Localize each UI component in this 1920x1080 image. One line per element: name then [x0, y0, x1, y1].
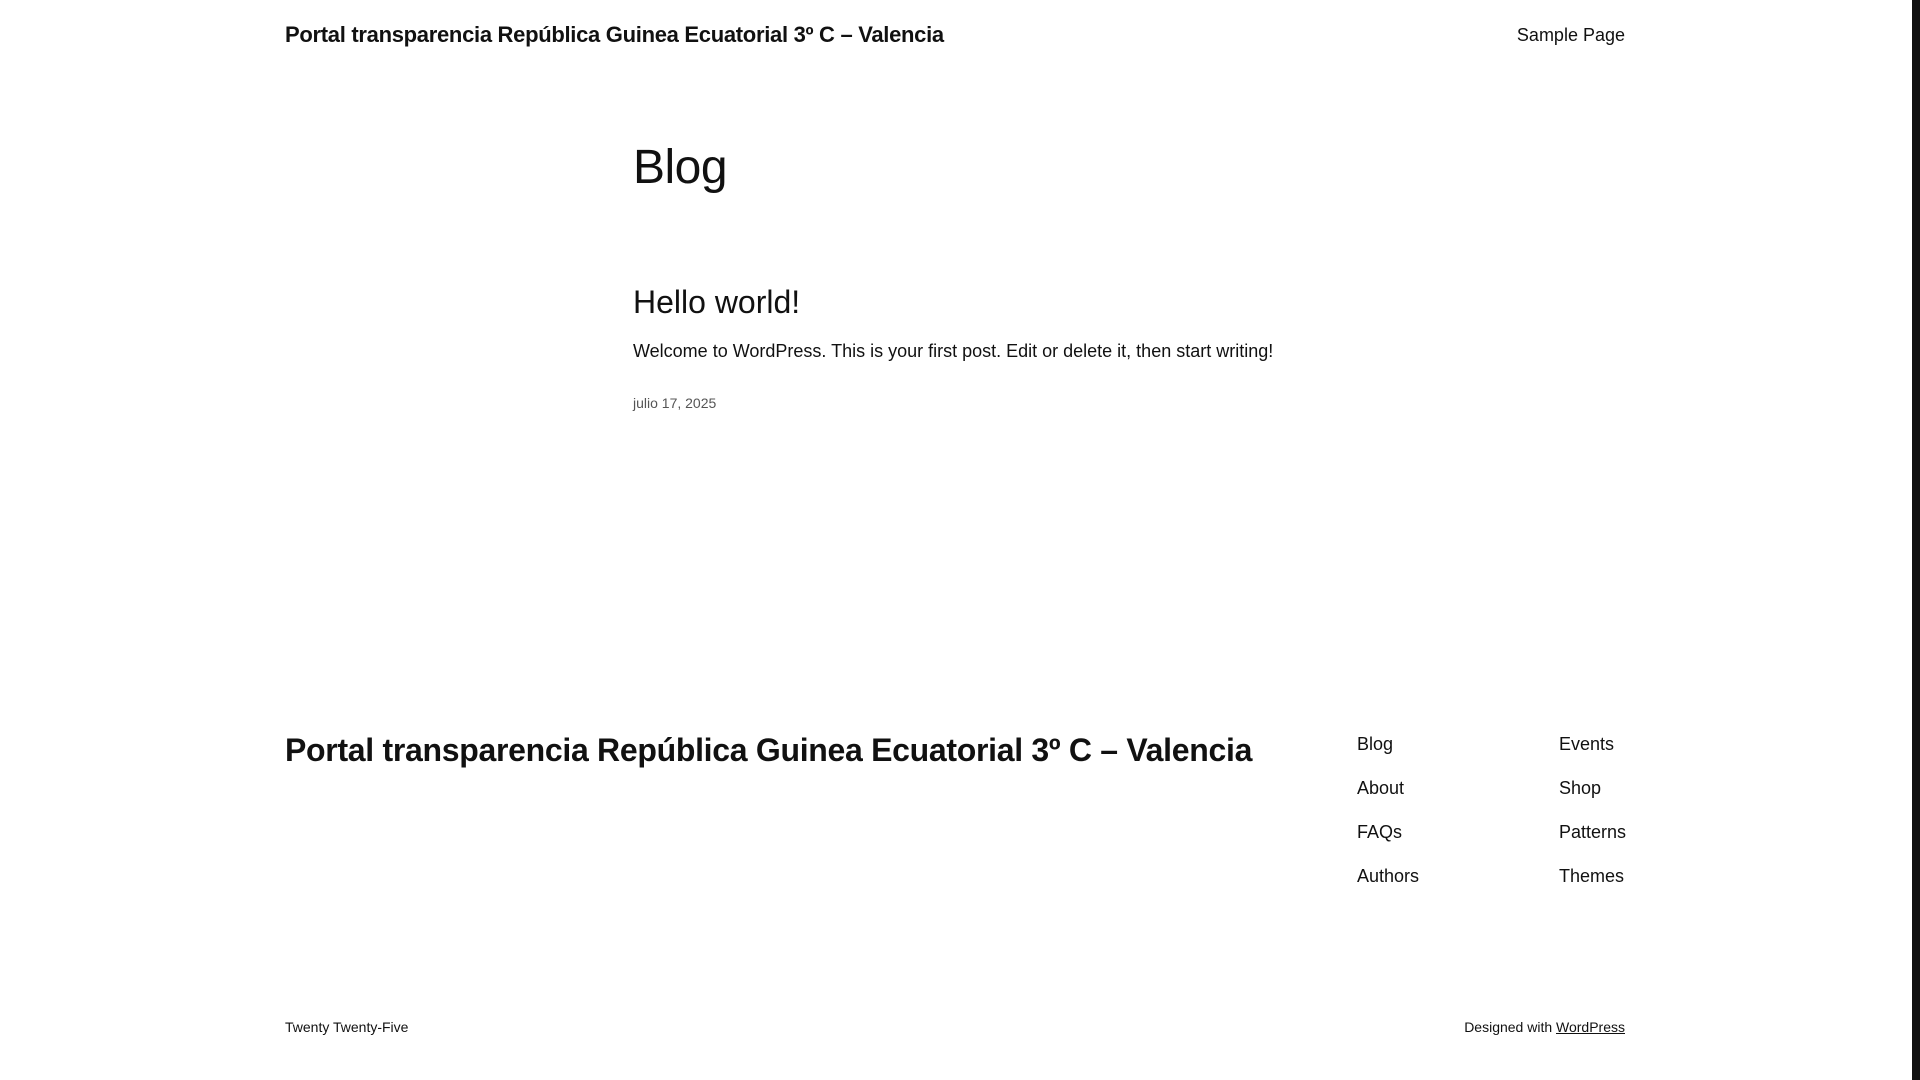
theme-credit: Twenty Twenty-Five: [285, 1019, 409, 1035]
footer-nav-about[interactable]: About: [1357, 778, 1405, 798]
footer-nav-column-2: [1559, 733, 1626, 909]
designed-with-text: Designed with: [1464, 1019, 1553, 1035]
post-excerpt: Welcome to WordPress. This is your first post. Edit or delete it, then start writing!: [633, 341, 1274, 361]
footer-site-title-link[interactable]: Portal transparencia República Guinea Ecuatorial 3º C – Valencia: [285, 732, 1253, 768]
footer-nav-themes[interactable]: Themes: [1559, 866, 1625, 886]
post-title-link[interactable]: Hello world!: [633, 284, 801, 320]
footer-nav-column-1: [1357, 733, 1419, 909]
nav-item-sample-page[interactable]: Sample Page: [1516, 25, 1625, 45]
wordpress-link[interactable]: WordPress: [1556, 1019, 1625, 1035]
header-nav: [1517, 25, 1625, 46]
footer-nav-faqs[interactable]: FAQs: [1357, 822, 1403, 842]
designed-with-credit: [1464, 1019, 1625, 1035]
site-header: [285, 0, 1625, 70]
page-title: Blog: [633, 141, 728, 194]
footer-nav-events[interactable]: Events: [1559, 734, 1615, 754]
site-title-link[interactable]: Portal transparencia República Guinea Ecuatorial 3º C – Valencia: [285, 22, 944, 47]
footer-nav-blog[interactable]: Blog: [1357, 734, 1394, 754]
footer-nav-shop[interactable]: Shop: [1559, 778, 1602, 798]
footer-nav-patterns[interactable]: Patterns: [1559, 822, 1627, 842]
post-date-link[interactable]: julio 17, 2025: [633, 395, 717, 411]
scrollbar[interactable]: [1912, 0, 1920, 1080]
footer-nav-authors[interactable]: Authors: [1357, 866, 1420, 886]
